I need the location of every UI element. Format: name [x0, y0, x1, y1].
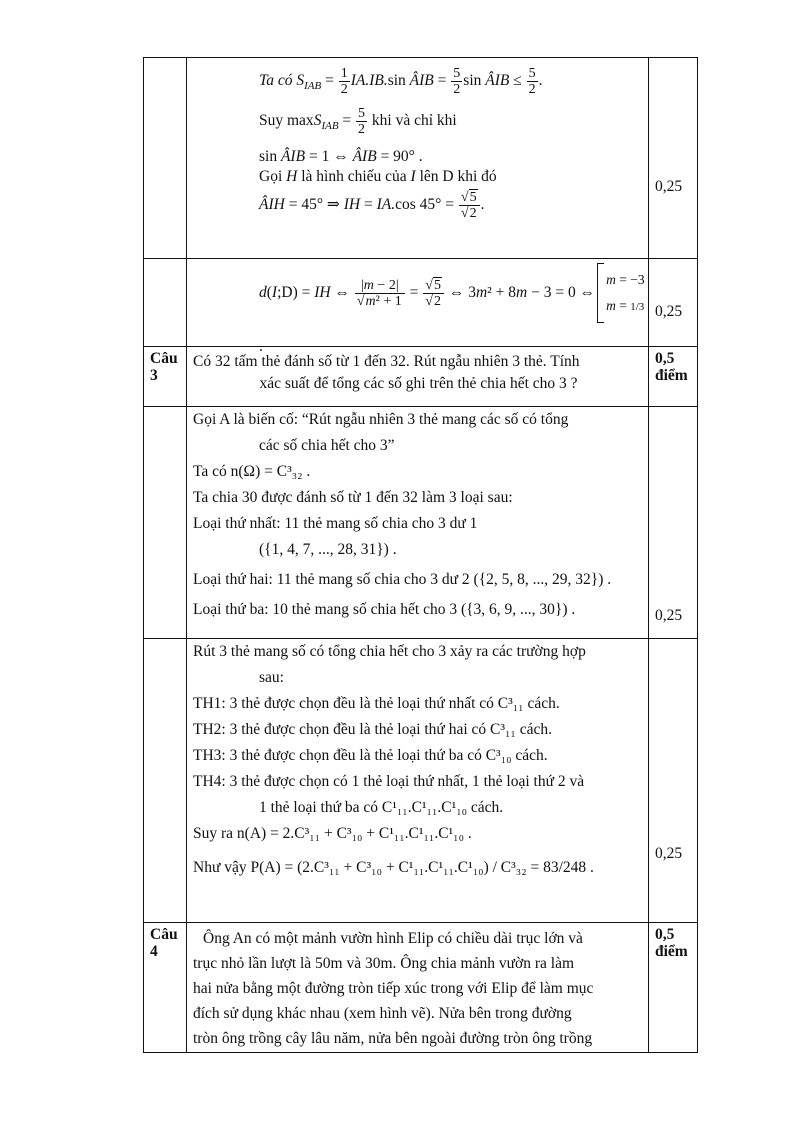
q2-row-1 [144, 58, 698, 259]
q3-p1-line-1: các số chia hết cho 3” [259, 437, 395, 454]
label-cell-empty [144, 259, 187, 347]
score-q3-1: 0,25 [655, 607, 683, 624]
q3-question-line-1: Có 32 tấm thẻ đánh số từ 1 đến 32. Rút ngẫu nhiên 3 thẻ. Tính [193, 353, 580, 370]
solution-table [143, 57, 698, 1053]
q3-p1-line-5: ({1, 4, 7, ..., 28, 31}) . [259, 541, 397, 558]
q2-line-max: Suy maxS$_{IAB}$ = $\frac{5}{2}$ khi và chỉ khi [259, 105, 457, 137]
q3-part2-cell [187, 639, 649, 923]
q3-p1-line-7: Loại thứ ba: 10 thẻ mang số chia hết cho 3 ({3, 6, 9, ..., 30}) . [193, 601, 576, 618]
q3-p1-line-2: Ta có n(Ω) = C³₃₂ . [193, 463, 311, 480]
q3-part1-row [144, 407, 698, 639]
q3-part2-row [144, 639, 698, 923]
q4-question-cell [187, 923, 649, 1053]
score-q2-1: 0,25 [655, 178, 683, 195]
q3-p1-line-0: Gọi A là biến cố: “Rút ngẫu nhiên 3 thẻ mang các số có tổng [193, 411, 569, 428]
q3-p1-line-4: Loại thứ nhất: 11 thẻ mang số chia cho 3 dư 1 [193, 515, 478, 532]
label-cell-empty [144, 58, 187, 259]
q4-row [144, 923, 698, 1053]
q2-line-aih: ÂIH = 45° ⇒ IH = IA.cos 45° = $\frac{√5}{√2}$ . [259, 189, 485, 221]
score-cell-q2-2 [649, 259, 698, 347]
q3-part1-cell [187, 407, 649, 639]
q2-step2-cell [187, 259, 649, 355]
q4-line-2: hai nửa bằng một đường tròn tiếp xúc trong với Elip để làm mục [193, 980, 594, 997]
q3-p2-line-3: TH2: 3 thẻ được chọn đều là thẻ loại thứ hai có C³₁₁ cách. [193, 721, 552, 738]
q3-p1-line-3: Ta chia 30 được đánh số từ 1 đến 32 làm 3 loại sau: [193, 489, 513, 506]
q2-step1-cell [187, 58, 649, 259]
q3-label: Câu 3 [144, 347, 187, 407]
q3-header-row [144, 347, 698, 407]
q2-line-sin: sin ÂIB = 1 ⇔ ÂIB = 90° . [259, 148, 423, 165]
q3-p2-line-2: TH1: 3 thẻ được chọn đều là thẻ loại thứ nhất có C³₁₁ cách. [193, 695, 560, 712]
q3-p1-line-6: Loại thứ hai: 11 thẻ mang số chia cho 3 dư 2 ({2, 5, 8, ..., 29, 32}) . [193, 571, 612, 588]
score-q3-2: 0,25 [655, 845, 683, 862]
q2-line-projection: Gọi H là hình chiếu của I lên D khi đó [259, 168, 497, 185]
q2-trailing-dot: . [259, 338, 263, 355]
q4-label: Câu 4 [144, 923, 187, 1053]
q2-distance-equation: d(I;D) = IH ⇔ $\frac{|m - 2|}{\text{√m² + 1}}$ = $\frac{√5}{√2}$ ⇔ 3m² + 8m − 3 = 0 ⇔m = −3 m = 1/3 [259, 259, 644, 327]
score-cell-q2-1 [649, 58, 698, 259]
label-cell-empty [144, 639, 187, 923]
q3-p2-line-6: 1 thẻ loại thứ ba có C¹₁₁.C¹₁₁.C¹₁₀ cách. [259, 799, 504, 816]
q2-line-area: Ta có $S_{IAB}$ = $\frac{1}{2}$ IA.IB.sin ÂIB = $\frac{5}{2}$ sin ÂIB ≤ $\frac{5}{2}$ . [259, 65, 543, 97]
q3-p2-line-1: sau: [259, 669, 284, 686]
q2-row-2 [144, 259, 698, 347]
score-cell-q3-1 [649, 407, 698, 639]
q4-line-1: trục nhỏ lần lượt là 50m và 30m. Ông chia mảnh vườn ra làm [193, 955, 574, 972]
q3-question-line-2: xác suất để tổng các số ghi trên thẻ chia hết cho 3 ? [259, 375, 578, 392]
q3-p2-line-0: Rút 3 thẻ mang số có tổng chia hết cho 3 xảy ra các trường hợp [193, 643, 586, 660]
q4-points: 0,5 điểm [649, 923, 698, 1053]
q4-line-3: đích sử dụng khác nhau (xem hình vẽ). Nửa bên trong đường [193, 1005, 572, 1022]
q3-p2-line-8: Như vậy P(A) = (2.C³₁₁ + C³₁₀ + C¹₁₁.C¹₁₁.C¹₁₀) / C³₃₂ = 83/248 . [193, 859, 594, 876]
q3-points: 0,5 điểm [649, 347, 698, 407]
q3-p2-line-7: Suy ra n(A) = 2.C³₁₁ + C³₁₀ + C¹₁₁.C¹₁₁.C¹₁₀ . [193, 825, 472, 842]
q3-p2-line-5: TH4: 3 thẻ được chọn có 1 thẻ loại thứ nhất, 1 thẻ loại thứ 2 và [193, 773, 585, 790]
score-q2-2: 0,25 [655, 303, 683, 320]
q4-line-4: tròn ông trồng cây lâu năm, nửa bên ngoài đường tròn ông trồng [193, 1030, 593, 1047]
score-cell-q3-2 [649, 639, 698, 923]
q3-p2-line-4: TH3: 3 thẻ được chọn đều là thẻ loại thứ ba có C³₁₀ cách. [193, 747, 548, 764]
q3-question-cell [187, 347, 649, 407]
label-cell-empty [144, 407, 187, 639]
q4-line-0: Ông An có một mảnh vườn hình Elip có chiều dài trục lớn và [203, 930, 583, 947]
